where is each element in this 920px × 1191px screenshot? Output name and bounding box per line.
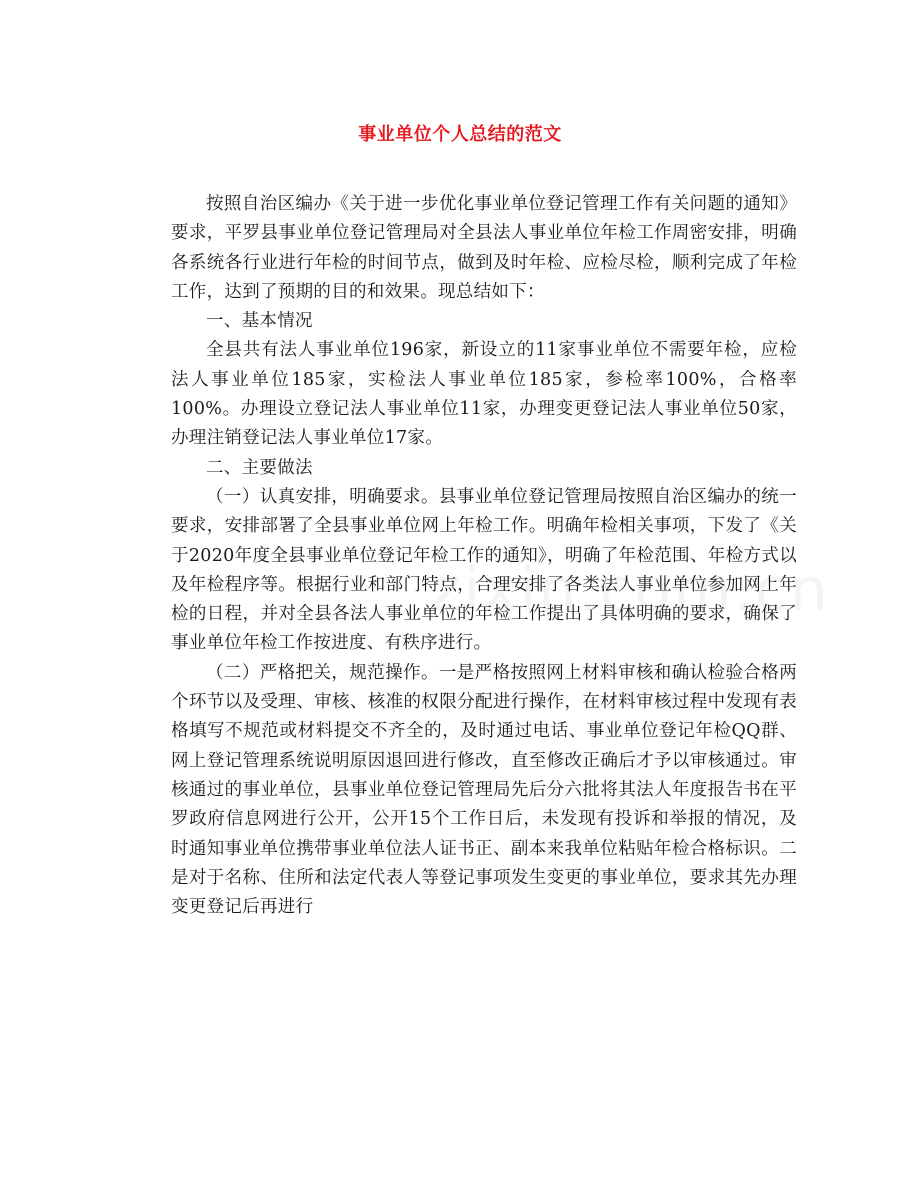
section-heading-methods: 二、主要做法 (206, 457, 313, 478)
paragraph-method-2: （二）严格把关，规范操作。一是严格按照网上材料审核和确认检验合格两个环节以及受理、审核、核准的权限分配进行操作，在材料审核过程中发现有表格填写不规范或材料提交不齐全的，及时通过电话、事业单位登记年检QQ群、网上登记管理系统说明原因退回进行修改，直至修改正确后才予以审核通过。审核通过的事业单位，县事业单位登记管理局先后分六批将其法人年度报告书在平罗政府信息网进行公开，公开15个工作日后，未发现有投诉和举报的情况，及时通知事业单位携带事业单位法人证书正、副本来我单位粘贴年检合格标识。二是对于名称、住所和法定代表人等登记事项发生变更的事业单位，要求其先办理变更登记后再进行 (171, 662, 797, 918)
section-heading-basic: 一、基本情况 (206, 311, 313, 332)
paragraph-basic-situation: 全县共有法人事业单位196家，新设立的11家事业单位不需要年检，应检法人事业单位185家，实检法人事业单位185家，参检率100%，合格率100%。办理设立登记法人事业单位11家，办理变更登记法人事业单位50家，办理注销登记法人事业单位17家。 (171, 340, 797, 449)
document-body (171, 190, 797, 922)
paragraph-method-1: （一）认真安排，明确要求。县事业单位登记管理局按照自治区编办的统一要求，安排部署了全县事业单位网上年检工作。明确年检相关事项，下发了《关于2020年度全县事业单位登记年检工作的通知》，明确了年检范围、年检方式以及年检程序等。根据行业和部门特点，合理安排了各类法人事业单位参加网上年检的日程，并对全县各法人事业单位的年检工作提出了具体明确的要求，确保了事业单位年检工作按进度、有秩序进行。 (171, 486, 797, 654)
document-title: 事业单位个人总结的范文 (358, 124, 562, 145)
paragraph-intro: 按照自治区编办《关于进一步优化事业单位登记管理工作有关问题的通知》要求，平罗县事业单位登记管理局对全县法人事业单位年检工作周密安排，明确各系统各行业进行年检的时间节点，做到及时年检、应检尽检，顺利完成了年检工作，达到了预期的目的和效果。现总结如下： (171, 194, 797, 302)
